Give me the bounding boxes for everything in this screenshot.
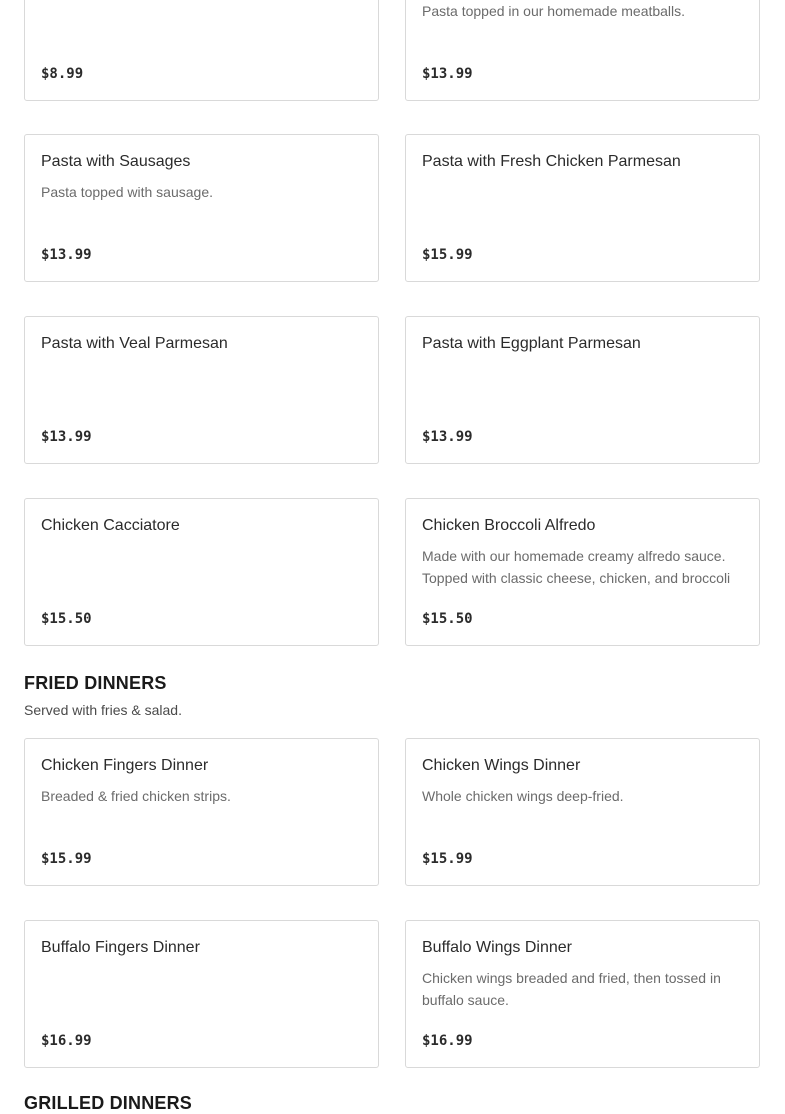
menu-item-name: Pasta with Sausages [41,153,191,170]
menu-item-price: $13.99 [41,247,92,263]
menu-item-description: Pasta topped with sausage. [41,184,214,200]
menu-item-price: $16.99 [422,1033,473,1049]
menu-item-description: Whole chicken wings deep-fried. [422,788,624,804]
menu-item-description: Breaded & fried chicken strips. [41,788,231,804]
section-subtitle: Served with fries & salad. [24,702,182,718]
menu-item-card[interactable] [24,498,379,646]
menu-item-name: Pasta with Veal Parmesan [41,335,228,352]
menu-item-card[interactable] [405,0,760,101]
menu-item-description: Made with our homemade creamy alfredo sauce. Topped with classic cheese, chicken, and broccoli [422,548,731,586]
menu-item-price: $15.50 [422,611,473,627]
menu-item-price: $13.99 [41,429,92,445]
menu-item-price: $8.99 [41,66,84,82]
menu-item-card[interactable] [405,920,760,1068]
menu-item-card[interactable] [405,316,760,464]
menu-item-price: $15.50 [41,611,92,627]
menu-item-name: Buffalo Wings Dinner [422,939,572,956]
menu-item-price: $15.99 [422,247,473,263]
menu-item-card[interactable] [24,738,379,886]
menu-item-name: Chicken Wings Dinner [422,757,581,774]
menu-item-name: Buffalo Fingers Dinner [41,939,200,956]
menu-item-price: $13.99 [422,66,473,82]
menu-item-name: Pasta with Eggplant Parmesan [422,335,641,352]
menu-item-description: Chicken wings breaded and fried, then tossed in buffalo sauce. [422,970,721,1008]
menu-item-price: $13.99 [422,429,473,445]
menu-item-description: Pasta topped in our homemade meatballs. [422,3,686,19]
menu-item-name: Chicken Broccoli Alfredo [422,517,596,534]
menu-item-price: $15.99 [422,851,473,867]
menu-item-card[interactable] [405,738,760,886]
menu-item-card[interactable] [24,316,379,464]
section-title: GRILLED DINNERS [24,1093,193,1113]
menu-item-name: Chicken Fingers Dinner [41,757,209,774]
menu-item-card[interactable] [24,0,379,101]
menu-item-card[interactable] [405,134,760,282]
section-title: FRIED DINNERS [24,673,167,693]
menu-item-card[interactable] [405,498,760,646]
menu-item-price: $15.99 [41,851,92,867]
menu-item-price: $16.99 [41,1033,92,1049]
menu-item-card[interactable] [24,134,379,282]
menu-item-name: Pasta with Fresh Chicken Parmesan [422,153,681,170]
menu-item-card[interactable] [24,920,379,1068]
menu-item-name: Chicken Cacciatore [41,517,180,534]
